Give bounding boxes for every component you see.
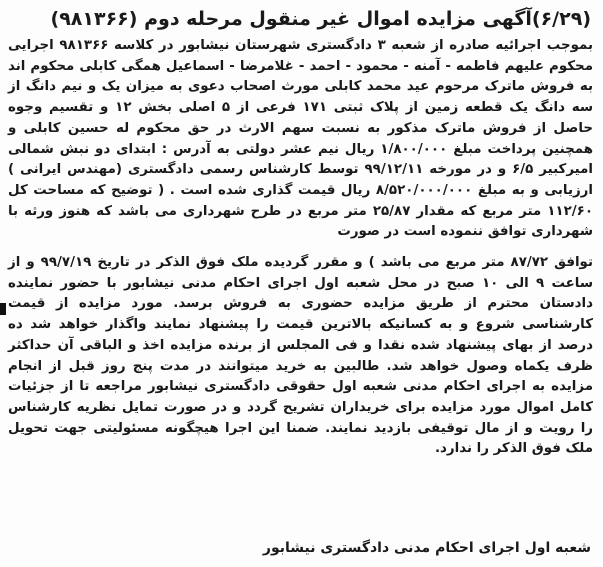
notice-signature: شعبه اول اجرای احکام مدنی دادگستری نیشابور	[262, 540, 591, 556]
notice-paragraph-1: بموجب اجرائیه صادره از شعبه ۳ دادگستری شهرستان نیشابور در کلاسه ۹۸۱۳۶۶ اجرایی محکوم علیهم فاطمه - آمنه - محمود - احمد - غلامرضا - اسماعیل همگی کابلی محکوم اند به فروش ماترک مرحوم عید محمد کابلی مورث اصحاب دعوی به میزان یک و نیم دانگ از سه دانگ یک قطعه زمین از پلاک ثبتی ۱۷۱ فرعی از ۵ اصلی بخش ۱۲ و تقسیم وجوه حاصل از فروش ماترک مذکور به نسبت سهم الارث در حق محکوم له حسین کابلی و همچنین پرداخت مبلغ ۱/۸۰۰/۰۰۰ ریال نیم عشر دولتی به آدرس : ابتدای دو نبش شمالی امیرکبیر ۶/۵ و در مورخه ۹۹/۱۲/۱۱ توسط کارشناس رسمی دادگستری (مهندس ایرانی ) ارزیابی و به مبلغ ۸/۵۲۰/۰۰۰/۰۰۰ ریال قیمت گذاری شده است . ( توضیح که مساحت کل ۱۱۲/۶۰ متر مربع که مقدار ۲۵/۸۷ متر مربع در طرح شهرداری می باشد که هنوز ورثه با شهرداری توافق ننموده است در صورت	[8, 38, 594, 240]
notice-paragraph-2: توافق ۸۷/۷۲ متر مربع می باشد ) و مقرر گردیده ملک فوق الذکر در تاریخ ۹۹/۷/۱۹ و از ساعت ۹ الی ۱۰ صبح در محل شعبه اول اجرای احکام مدنی نیشابور با حضور نماینده دادستان محترم از طریق مزایده حضوری به فروش برسد. مورد مزایده از قیمت کارشناسی شروع و به کسانیکه بالاترین قیمت را پیشنهاد نمایند واگذار خواهد شد ده درصد از بهای پیشنهاد شده نقدا و فی المجلس از برنده مزایده اخذ و الباقی آن حداکثر ظرف یکماه وصول خواهد شد. طالبین به خرید میتوانند در مدت پنج روز قبل از انجام مزایده به اجرای احکام مدنی شعبه اول حقوقی دادگستری نیشابور مراجعه تا از جزئیات کامل اموال مورد مزایده برای خریداران تشریح گردد و در صورت تمایل نظریه کارشناس را رویت و از مال توقیفی بازدید نمایند. ضمنا این اجرا هیچگونه مسئولیتی جهت تحویل ملک فوق الذکر را ندارد.	[8, 255, 593, 457]
notice-title: (۶/۲۹)آگهی مزایده اموال غیر منقول مرحله دوم (۹۸۱۳۶۶)	[50, 8, 591, 30]
side-mark	[0, 303, 6, 315]
paragraph-gap	[8, 243, 593, 253]
